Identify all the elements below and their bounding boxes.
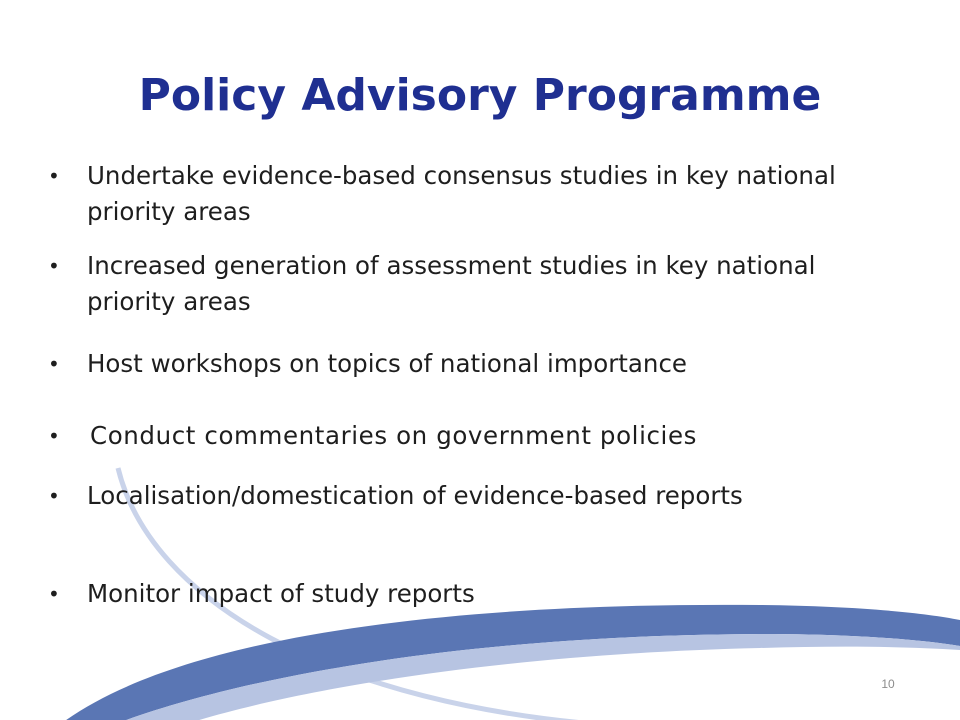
bullet-item bbox=[48, 248, 848, 320]
bullet-item bbox=[48, 158, 848, 230]
bullet-item bbox=[48, 478, 848, 514]
bullet-text: Increased generation of assessment studies in key national priority areas bbox=[87, 251, 816, 316]
bullet-dot-icon: • bbox=[48, 254, 60, 278]
bullet-item bbox=[48, 346, 848, 382]
bullet-item bbox=[48, 418, 848, 454]
bullet-dot-icon: • bbox=[48, 352, 60, 376]
bullet-item bbox=[48, 576, 848, 612]
bullet-dot-icon: • bbox=[48, 424, 60, 448]
bullet-text: Host workshops on topics of national importance bbox=[87, 349, 687, 378]
bullet-dot-icon: • bbox=[48, 484, 60, 508]
slide-title: Policy Advisory Programme bbox=[138, 70, 822, 121]
bullet-text: Localisation/domestication of evidence-based reports bbox=[87, 481, 743, 510]
page-number: 10 bbox=[881, 677, 895, 691]
bullet-dot-icon: • bbox=[48, 582, 60, 606]
bullet-text: Conduct commentaries on government policies bbox=[90, 421, 698, 450]
bullet-text: Undertake evidence-based consensus studies in key national priority areas bbox=[87, 161, 836, 226]
bullet-text: Monitor impact of study reports bbox=[87, 579, 475, 608]
bullet-dot-icon: • bbox=[48, 164, 60, 188]
